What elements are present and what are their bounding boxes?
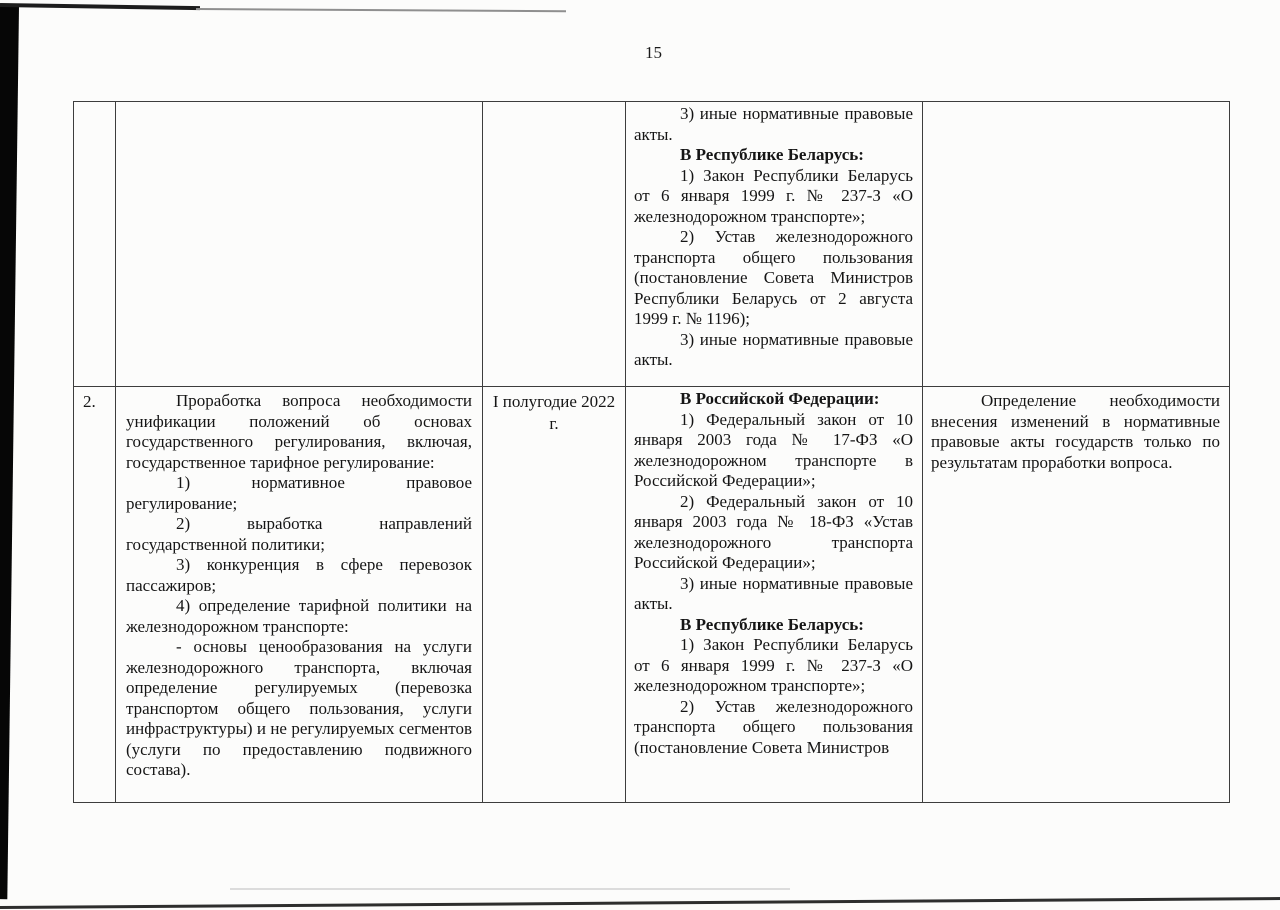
paragraph: 1) Закон Республики Беларусь от 6 января 1999 г. № 237-З «О железнодорожном транспорте»; [634,635,913,695]
paragraph: В Российской Федерации: [680,389,880,408]
table-cell-row2-legal-acts [626,387,923,802]
paragraph: 4) определение тарифной политики на железнодорожном транспорте: [126,596,472,636]
scan-edge-left-bar [0,6,19,899]
table-cell-row2-number: 2. [74,387,116,802]
paragraph: 3) иные нормативные правовые акты. [634,573,913,613]
paragraph: 2) Устав железнодорожного транспорта общего пользования (постановление Совета Министров Республики Беларусь от 2 августа 1999 г. № 1196); [634,227,913,328]
scan-edge-bottom-line-faint [230,888,790,890]
paragraph: 2) Устав железнодорожного транспорта общего пользования (постановление Совета Министров [634,696,913,757]
table-cell-row1-number [74,102,116,387]
table-cell-row1-legal-acts [626,102,923,387]
table-cell-row1-result [923,102,1229,387]
table-cell-row2-term: I полугодие 2022 г. [483,387,626,802]
paragraph: - основы ценообразования на услуги железнодорожного транспорта, включая определение регулируемых (перевозка транспортом общего пользования, услуги инфраструктуры) и не регулируемых сегментов (услуги по предоставлению подвижного состава). [126,637,472,779]
paragraph: В Республике Беларусь: [680,145,864,164]
paragraph: 3) иные нормативные правовые акты. [634,329,913,369]
plan-table [73,101,1230,803]
table-cell-row1-term [483,102,626,387]
paragraph: 1) Закон Республики Беларусь от 6 января 1999 г. № 237-З «О железнодорожном транспорте»; [634,165,913,226]
paragraph: 3) конкуренция в сфере перевозок пассажиров; [126,555,472,595]
scan-edge-top-line [0,3,200,10]
paragraph: Проработка вопроса необходимости унификации положений об основах государственного регулирования, включая, государственное тарифное регулирование: [126,391,472,472]
paragraph: 3) иные нормативные правовые акты. [634,104,913,144]
scan-edge-top-line-faint [196,8,566,12]
paragraph: Определение необходимости внесения изменений в нормативные правовые акты государств только по результатам проработки вопроса. [931,391,1220,472]
paragraph: В Республике Беларусь: [680,614,864,634]
table-cell-row2-activity [116,387,483,802]
paragraph: 1) Федеральный закон от 10 января 2003 года № 17-ФЗ «О железнодорожном транспорте в Российской Федерации»; [634,409,913,490]
paragraph: 1) нормативное правовое регулирование; [126,473,472,513]
table-cell-row1-activity [116,102,483,387]
scan-edge-bottom-line [0,897,1280,909]
paragraph: 2) выработка направлений государственной политики; [126,514,472,554]
page-number: 15 [645,43,662,62]
table-cell-row2-result [923,387,1229,802]
paragraph: 2) Федеральный закон от 10 января 2003 года № 18-ФЗ «Устав железнодорожного транспорта Российской Федерации»; [634,491,913,572]
